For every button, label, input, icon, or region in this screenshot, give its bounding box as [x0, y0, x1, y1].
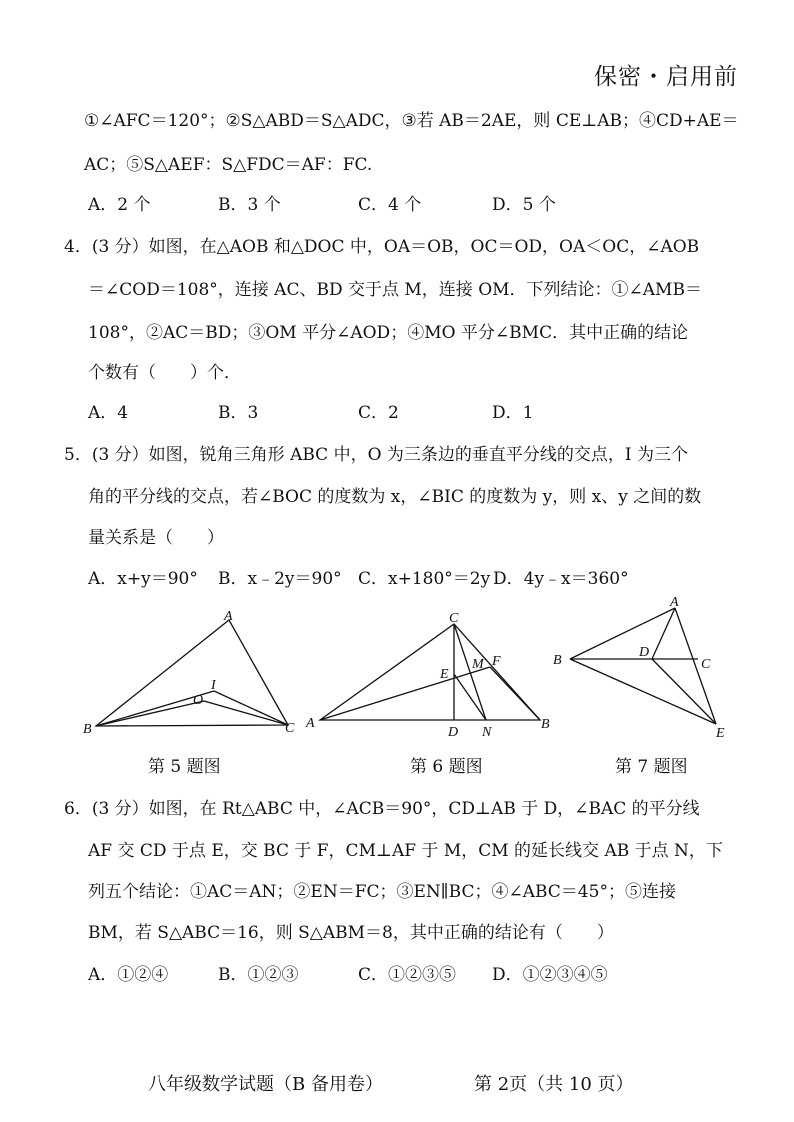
label-a: A: [306, 716, 315, 731]
label-b: B: [83, 722, 92, 737]
q3-option-c: C．4 个: [358, 195, 422, 215]
label-o: O: [193, 693, 204, 708]
label-c: C: [701, 657, 711, 672]
q5-option-b: B．x﹣2y＝90°: [218, 569, 342, 589]
q3-option-d: D．5 个: [492, 195, 556, 215]
label-i: I: [211, 678, 216, 693]
label-e: E: [716, 726, 725, 741]
q3-option-a: A．2 个: [88, 195, 151, 215]
q5-line-2: 角的平分线的交点，若∠BOC 的度数为 x，∠BIC 的度数为 y，则 x、y 之间的数: [88, 487, 702, 507]
footer-page-number: 第 2页（共 10 页）: [474, 1074, 634, 1095]
segment-ic: [214, 691, 288, 725]
label-e: E: [440, 667, 449, 682]
segment-af: [320, 667, 490, 720]
label-f: F: [492, 654, 501, 669]
segment-en: [454, 674, 486, 720]
q5-option-a: A．x+y＝90°: [88, 569, 198, 589]
q4-line-3: 108°，②AC＝BD；③OM 平分∠AOD；④MO 平分∠BMC．其中正确的结论: [88, 323, 689, 343]
caption-figure-5: 第 5 题图: [148, 757, 221, 777]
segment-cn: [454, 624, 486, 720]
q5-line-3: 量关系是（ ）: [88, 528, 224, 548]
segment-fb: [490, 667, 540, 720]
label-a: A: [670, 595, 679, 610]
label-m: M: [472, 657, 484, 672]
segment-oc: [204, 701, 288, 725]
q4-option-a: A．4: [88, 403, 129, 423]
q6-line-3: 列五个结论：①AC＝AN；②EN＝FC；③EN∥BC；④∠ABC＝45°；⑤连接: [88, 882, 676, 902]
label-a: A: [224, 609, 233, 624]
q5-option-c: C．x+180°＝2y: [358, 569, 491, 589]
label-n: N: [482, 725, 492, 740]
q6-option-c: C．①②③⑤: [358, 965, 457, 985]
triangle-abc: [96, 620, 288, 726]
figure-6-diagram: [300, 604, 560, 744]
q6-line-4: BM，若 S△ABC＝16，则 S△ABM＝8，其中正确的结论有（ ）: [88, 923, 614, 943]
q4-line-4: 个数有（ ）个．: [88, 363, 241, 383]
segment-ba: [570, 608, 675, 659]
q6-line-2: AF 交 CD 于点 E，交 BC 于 F，CM⊥AF 于 M，CM 的延长线交 AB 于点 N，下: [88, 841, 723, 861]
q4-option-d: D．1: [492, 403, 534, 423]
figure-7-diagram: [550, 596, 740, 746]
q5-line-1: 5．(3 分）如图，锐角三角形 ABC 中，O 为三条边的垂直平分线的交点，I 为三个: [64, 445, 689, 465]
label-c: C: [449, 611, 459, 626]
label-d: D: [639, 645, 650, 660]
confidential-stamp: 保密・启用前: [594, 64, 738, 90]
segment-be: [570, 659, 716, 724]
figure-6: [300, 604, 560, 749]
segment-ad: [652, 608, 675, 659]
q3-option-b: B．3 个: [218, 195, 281, 215]
triangle-abc: [320, 624, 540, 720]
figure-5: [80, 608, 310, 748]
q4-line-2: ＝∠COD＝108°，连接 AC、BD 交于点 M，连接 OM．下列结论：①∠AMB＝: [88, 280, 702, 300]
q6-option-d: D．①②③④⑤: [492, 965, 608, 985]
label-d: D: [448, 725, 459, 740]
q6-option-a: A．①②④: [88, 965, 169, 985]
q3-line-2: AC；⑤S△AEF：S△FDC＝AF：FC.: [84, 155, 373, 175]
caption-figure-6: 第 6 题图: [410, 757, 483, 777]
caption-figure-7: 第 7 题图: [615, 757, 688, 777]
q4-option-b: B．3: [218, 403, 259, 423]
label-b: B: [541, 717, 550, 732]
q4-line-1: 4．(3 分）如图，在△AOB 和△DOC 中，OA＝OB，OC＝OD，OA＜OC，∠AOB: [64, 237, 700, 257]
q4-option-c: C．2: [358, 403, 399, 423]
footer-title: 八年级数学试题（B 备用卷）: [148, 1074, 383, 1095]
label-b: B: [553, 653, 562, 668]
q6-option-b: B．①②③: [218, 965, 299, 985]
figure-7: [550, 596, 740, 751]
q6-line-1: 6．(3 分）如图，在 Rt△ABC 中，∠ACB＝90°，CD⊥AB 于 D，∠BAC 的平分线: [64, 799, 700, 819]
q5-option-d: D．4y﹣x＝360°: [493, 569, 629, 589]
figure-5-diagram: [80, 608, 310, 743]
q3-line-1: ①∠AFC＝120°；②S△ABD＝S△ADC，③若 AB＝2AE，则 CE⊥AB；④CD+AE＝: [84, 111, 739, 131]
label-c: C: [285, 721, 295, 736]
